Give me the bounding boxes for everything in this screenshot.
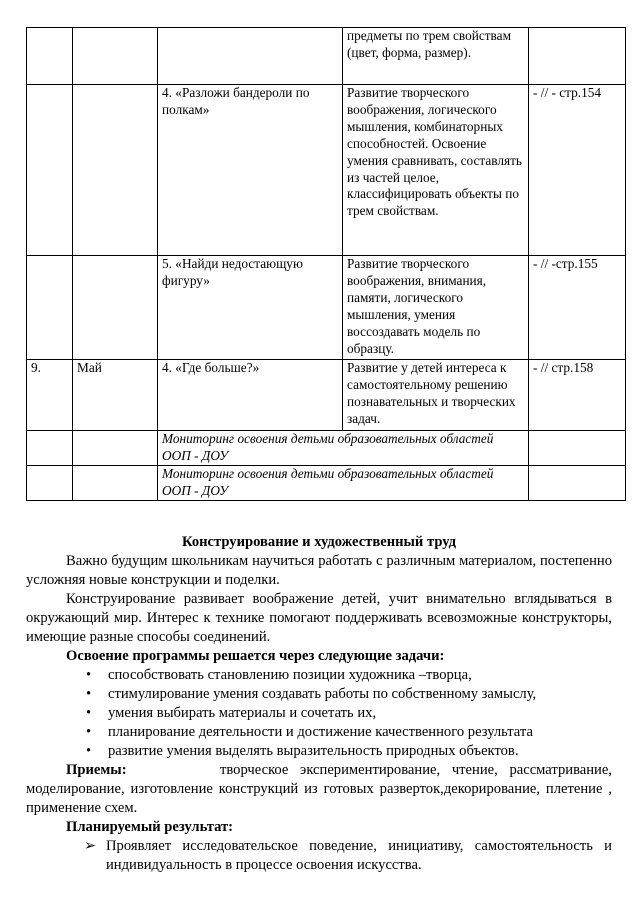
paragraph-intro: Важно будущим школьникам научиться работать с различным материалом, постепенно усложняя новые конструкции и поделки. (26, 553, 612, 588)
bullet-icon: • (86, 743, 92, 759)
methods-first-line: творческое экспериментирование, чтение, рассматривание, (220, 762, 612, 778)
cell-number (27, 85, 73, 256)
cell-game: 4. «Разложи бандероли по полкам» (158, 85, 343, 256)
bullet-icon: • (86, 667, 92, 683)
cell-task: Развитие у детей интереса к самостоятельному решению познавательных и творческих задач. (343, 360, 529, 431)
cell-number: 9. (27, 360, 73, 431)
cell-month (73, 256, 158, 360)
table-row (27, 28, 626, 85)
table-row (27, 431, 626, 466)
monitoring-cell: Мониторинг освоения детьми образовательных областей ООП - ДОУ (158, 431, 529, 466)
cell-task: Развитие творческого воображения, логического мышления, комбинаторных способностей. Освоение умения сравнивать, составлять из частей целое, классифицировать объекты по трем свойствам. (343, 85, 529, 256)
table-row (27, 466, 626, 501)
result-text: Проявляет исследовательское поведение, инициативу, самостоятельность и индивидуальность в процессе освоения искусства. (106, 838, 612, 873)
list-item: • планирование деятельности и достижение качественного результата (86, 724, 533, 740)
cell-task: Развитие творческого воображения, внимания, памяти, логического мышления, умения воссоздавать модель по образцу. (343, 256, 529, 360)
arrow-bullet-icon: ➢ (84, 838, 97, 854)
cell-reference: - // - стр.154 (529, 85, 626, 256)
bullet-icon: • (86, 705, 92, 721)
table-row (27, 85, 626, 256)
cell-empty (529, 466, 626, 501)
cell-game (158, 28, 343, 85)
activity-table (26, 27, 626, 501)
methods-label: Приемы: (66, 762, 127, 778)
monitoring-cell: Мониторинг освоения детьми образовательных областей ООП - ДОУ (158, 466, 529, 501)
list-item: • развитие умения выделять выразительность природных объектов. (86, 743, 519, 759)
cell-reference: - // -стр.155 (529, 256, 626, 360)
methods-text: моделирование, изготовление конструкций из готовых разверток,декорирование, плетение , применение схем. (26, 781, 612, 816)
cell-game: 4. «Где больше?» (158, 360, 343, 431)
cell-month: Май (73, 360, 158, 431)
table-row (27, 360, 626, 431)
section-title: Конструирование и художественный труд (181, 534, 457, 550)
cell-empty (529, 431, 626, 466)
tasks-heading: Освоение программы решается через следующие задачи: (66, 648, 445, 664)
cell-number (27, 28, 73, 85)
cell-reference: - // стр.158 (529, 360, 626, 431)
cell-month (73, 85, 158, 256)
result-heading: Планируемый результат: (66, 819, 234, 835)
list-item: • стимулирование умения создавать работы по собственному замыслу, (86, 686, 537, 702)
methods-line (26, 761, 612, 780)
list-item: • способствовать становлению позиции художника –творца, (86, 667, 472, 683)
section-body (26, 533, 612, 875)
cell-game: 5. «Найди недостающую фигуру» (158, 256, 343, 360)
cell-number (27, 256, 73, 360)
cell-empty (27, 431, 73, 466)
tasks-list (26, 666, 612, 761)
result-item (26, 837, 612, 875)
cell-task: предметы по трем свойствам (цвет, форма, размер). (343, 28, 529, 85)
bullet-icon: • (86, 686, 92, 702)
paragraph-construction: Конструирование развивает воображение детей, учит внимательно вглядываться в окружающий мир. Интерес к технике помогают поддерживать всевозможные конструкторы, имеющие разные способы соединений. (26, 591, 612, 645)
cell-month (73, 28, 158, 85)
table-row (27, 256, 626, 360)
cell-empty (73, 431, 158, 466)
bullet-icon: • (86, 724, 92, 740)
cell-empty (27, 466, 73, 501)
list-item: • умения выбирать материалы и сочетать их, (86, 705, 377, 721)
cell-empty (73, 466, 158, 501)
cell-reference (529, 28, 626, 85)
